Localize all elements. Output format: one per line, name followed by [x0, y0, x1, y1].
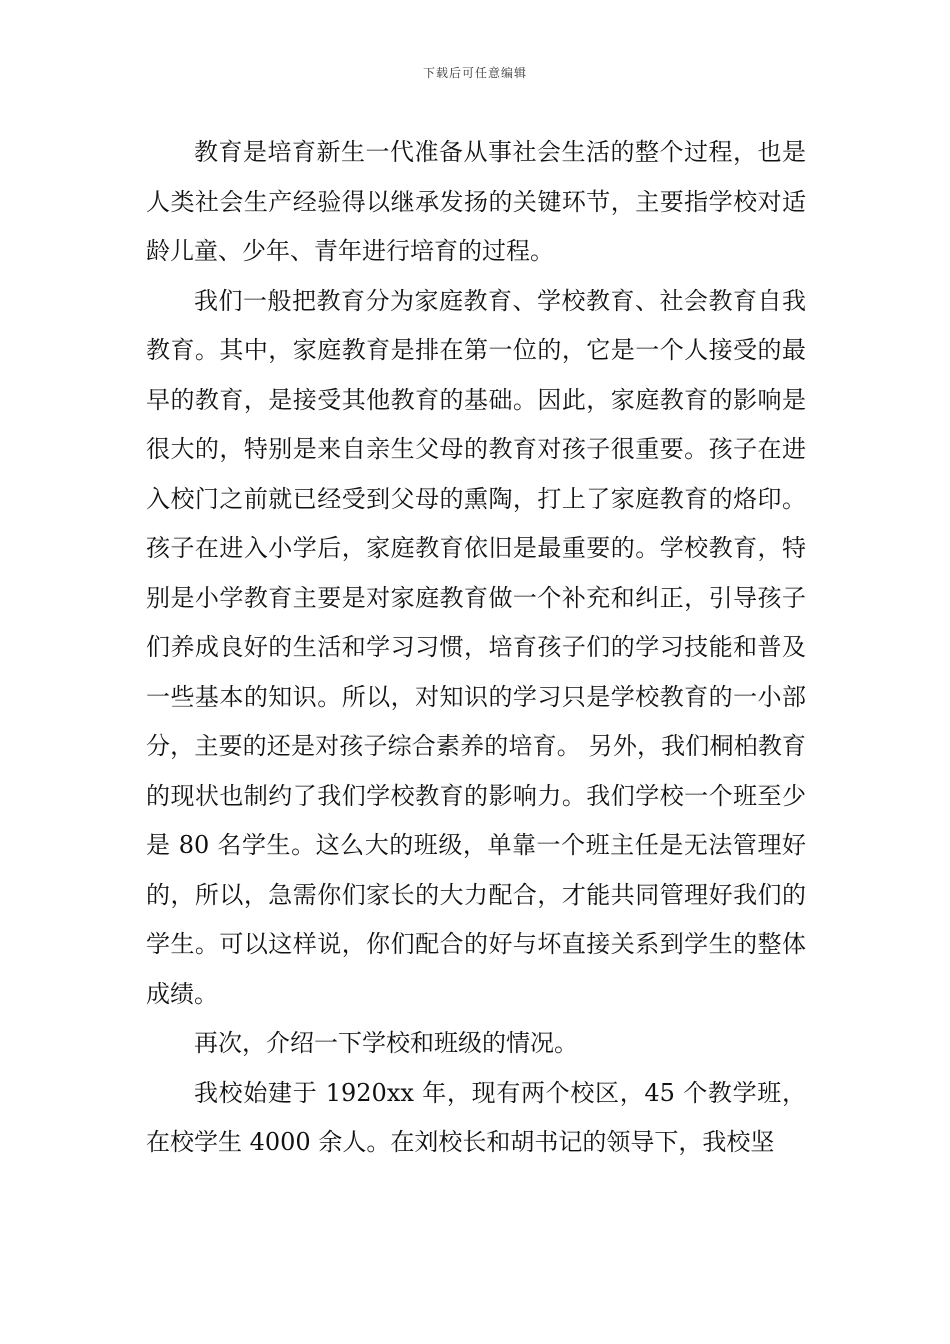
header-note: 下载后可任意编辑: [422, 66, 527, 80]
document-body: [146, 128, 806, 1168]
paragraph-school-intro-heading: 再次，介绍一下学校和班级的情况。: [194, 1029, 578, 1057]
paragraph-education-types: 我们一般把教育分为家庭教育、学校教育、社会教育自我教育。其中，家庭教育是排在第一位的，它是一个人接受的最早的教育，是接受其他教育的基础。因此，家庭教育的影响是很大的，特别是来自亲生父母的教育对孩子很重要。孩子在进入校门之前就已经受到父母的熏陶，打上了家庭教育的烙印。孩子在进入小学后，家庭教育依旧是最重要的。学校教育，特别是小学教育主要是对家庭教育做一个补充和纠正，引导孩子们养成良好的生活和学习习惯，培育孩子们的学习技能和普及一些基本的知识。所以，对知识的学习只是学校教育的一小部分，主要的还是对孩子综合素养的培育。 另外，我们桐柏教育的现状也制约了我们学校教育的影响力。我们学校一个班至少是 80 名学生。这么大的班级，单靠一个班主任是无法管理好的，所以，急需你们家长的大力配合，才能共同管理好我们的学生。可以这样说，你们配合的好与坏直接关系到学生的整体成绩。: [146, 286, 806, 1008]
paragraph-education-definition: 教育是培育新生一代准备从事社会生活的整个过程，也是人类社会生产经验得以继承发扬的关键环节，主要指学校对适龄儿童、少年、青年进行培育的过程。: [146, 138, 806, 265]
paragraph-school-history: 我校始建于 1920xx 年，现有两个校区，45 个教学班，在校学生 4000 余人。在刘校长和胡书记的领导下，我校坚: [146, 1078, 806, 1156]
